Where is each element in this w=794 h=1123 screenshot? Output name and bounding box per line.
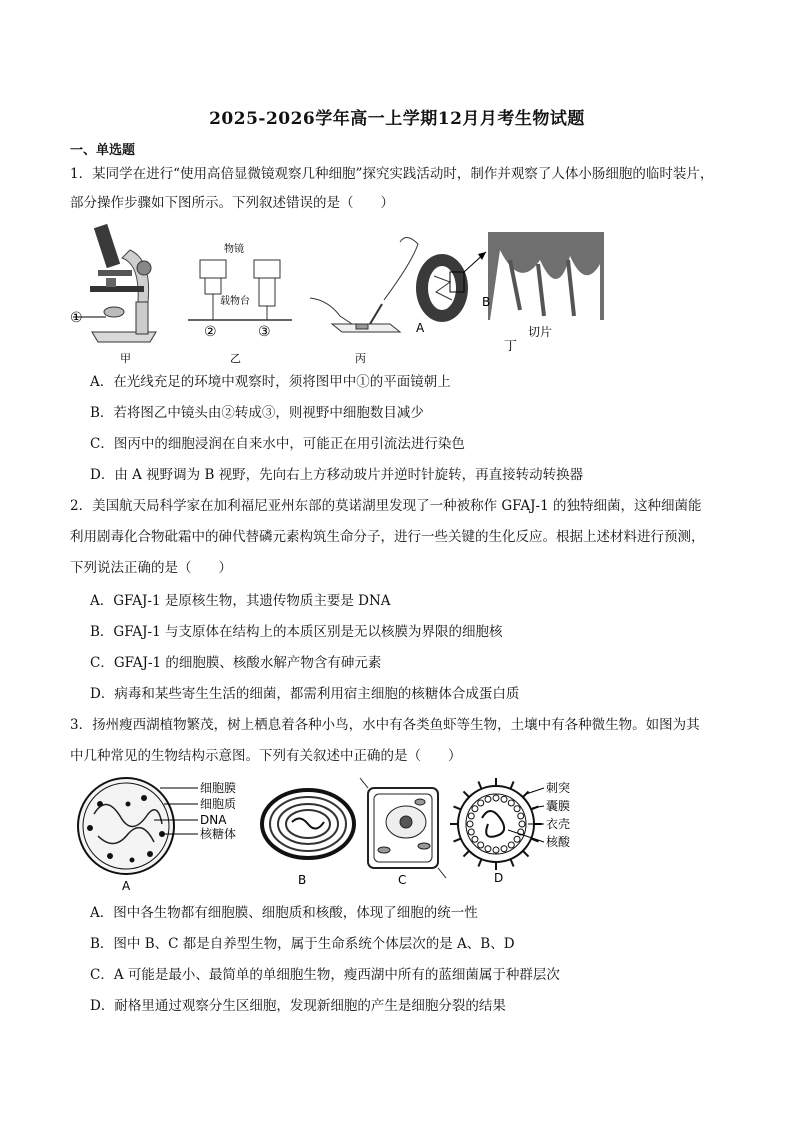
capsid-subunit [518,813,524,819]
capsid-subunit [472,806,478,812]
qiepian-label: 切片 [528,325,553,339]
q2-option-b: B．GFAJ-1 与支原体在结构上的本质区别是无以核膜为界限的细胞核 [90,624,503,640]
virus-spike [478,859,481,866]
q2-option-d: D．病毒和某些寄生生活的细菌，都需利用宿主细胞的核糖体合成蛋白质 [90,686,520,702]
section-heading: 一、单选题 [70,143,136,158]
virus-spike [454,839,461,842]
virus-spike [523,791,529,797]
hetangti-label: 核糖体 [200,827,237,841]
slide-staining-illustration [310,237,418,332]
q1-stem-line1: 1．某同学在进行“使用高倍显微镜观察几种细胞”探究实践活动时，制作并观察了人体小肠细胞的临时装片， [70,166,714,182]
q3-option-c: C．A 可能是最小、最简单的单细胞生物，瘦西湖中所有的蓝细菌属于种群层次 [90,967,560,983]
tissue-section-A [416,254,468,322]
citu-label: 刺突 [546,781,571,795]
objective-lenses-illustration [188,260,292,320]
q2-option-c: C．GFAJ-1 的细胞膜、核酸水解产物含有砷元素 [90,655,382,671]
capsid-subunit [472,836,478,842]
capsid-subunit [478,842,484,848]
xibaomo-label: 细胞膜 [200,781,237,795]
q3-figure [70,774,590,892]
q3-stem-line2: 中几种常见的生物结构示意图。下列有关叙述中正确的是（ ） [70,748,462,764]
capsid-subunit [485,796,491,802]
organism-A-label: A [122,879,131,892]
q1-option-d: D．由 A 视野调为 B 视野，先向右上方移动玻片并逆时针旋转，再直接转动转换器 [90,467,584,483]
yi-label: 乙 [230,352,241,365]
q2-stem-line1: 2．美国航天局科学家在加利福尼亚州东部的莫诺湖里发现了一种被称作 GFAJ-1 的独特细菌，这种细菌能 [70,498,702,514]
capsid-subunit [514,836,520,842]
q3-stem-line1: 3．扬州瘦西湖植物繁茂，树上栖息着各种小鸟，水中有各类鱼虾等生物，土壤中有各种微生物。如图为其 [70,717,700,733]
wujing-label: 物镜 [224,244,244,255]
capsid-subunit [519,821,525,827]
virus-spike [463,791,469,797]
capsid-subunit [485,846,491,852]
hesuan-label: 核酸 [546,835,571,849]
q3-option-a: A．图中各生物都有细胞膜、细胞质和核酸，体现了细胞的统一性 [90,905,478,921]
circle2-label: ② [204,324,217,340]
capsid-subunit [508,842,514,848]
organism-C-illustration [360,778,446,878]
q2-stem-line3: 下列说法正确的是（ ） [70,560,232,576]
tissue-A-label: A [416,321,425,335]
page-title: 2025-2026学年高一上学期12月月考生物试题 [209,109,585,129]
circle3-label: ③ [258,324,271,340]
virus-spike [478,782,481,789]
capsid-subunit [514,806,520,812]
organism-B-illustration [262,790,354,858]
organism-B-label: B [298,873,307,887]
yike-label: 衣壳 [546,817,571,831]
q1-option-a: A．在光线充足的环境中观察时，须将图甲中①的平面镜朝上 [90,374,451,390]
organism-D-label: D [494,871,504,885]
jia-label: 甲 [120,352,131,365]
capsid-subunit [467,821,473,827]
zaiwutai-label: 载物台 [220,296,250,307]
tissue-B-label: B [482,295,491,309]
virus-spike [511,859,514,866]
ding-label: 丁 [504,339,518,354]
q2-option-a: A．GFAJ-1 是原核生物，其遗传物质主要是 DNA [90,593,391,609]
virus-spike [511,782,514,789]
q1-option-c: C．图丙中的细胞浸润在自来水中，可能正在用引流法进行染色 [90,436,465,452]
capsid-subunit [501,846,507,852]
virus-spike [523,851,529,857]
microscope-illustration [73,224,156,342]
capsid-subunit [478,800,484,806]
capsid-subunit [493,795,499,801]
capsid-subunit [468,829,474,835]
q3-option-d: D．耐格里通过观察分生区细胞，发现新细胞的产生是细胞分裂的结果 [90,998,506,1014]
capsid-subunit [468,813,474,819]
organism-A-illustration [78,778,198,874]
xibaozhi-label: 细胞质 [200,797,237,811]
q1-stem-line2: 部分操作步骤如下图所示。下列叙述错误的是（ ） [70,195,394,211]
nangmo-label: 囊膜 [546,799,571,813]
capsid-subunit [508,800,514,806]
dna-label: DNA [200,813,227,827]
bing-label: 丙 [355,352,366,365]
organism-D-illustration [450,778,544,870]
q1-figure [70,220,610,370]
q3-option-b: B．图中 B、C 都是自养型生物，属于生命系统个体层次的是 A、B、D [90,936,515,952]
circle1-label: ① [70,310,83,326]
organism-C-label: C [398,873,407,887]
tissue-section-B [488,232,604,320]
q2-stem-line2: 利用剧毒化合物砒霜中的砷代替磷元素构筑生命分子，进行一些关键的生化反应。根据上述材料进行预测， [70,529,705,545]
capsid-subunit [501,796,507,802]
virus-spike [463,851,469,857]
capsid-subunit [493,847,499,853]
virus-spike [454,806,461,809]
q1-option-b: B．若将图乙中镜头由②转成③，则视野中细胞数目减少 [90,405,424,421]
